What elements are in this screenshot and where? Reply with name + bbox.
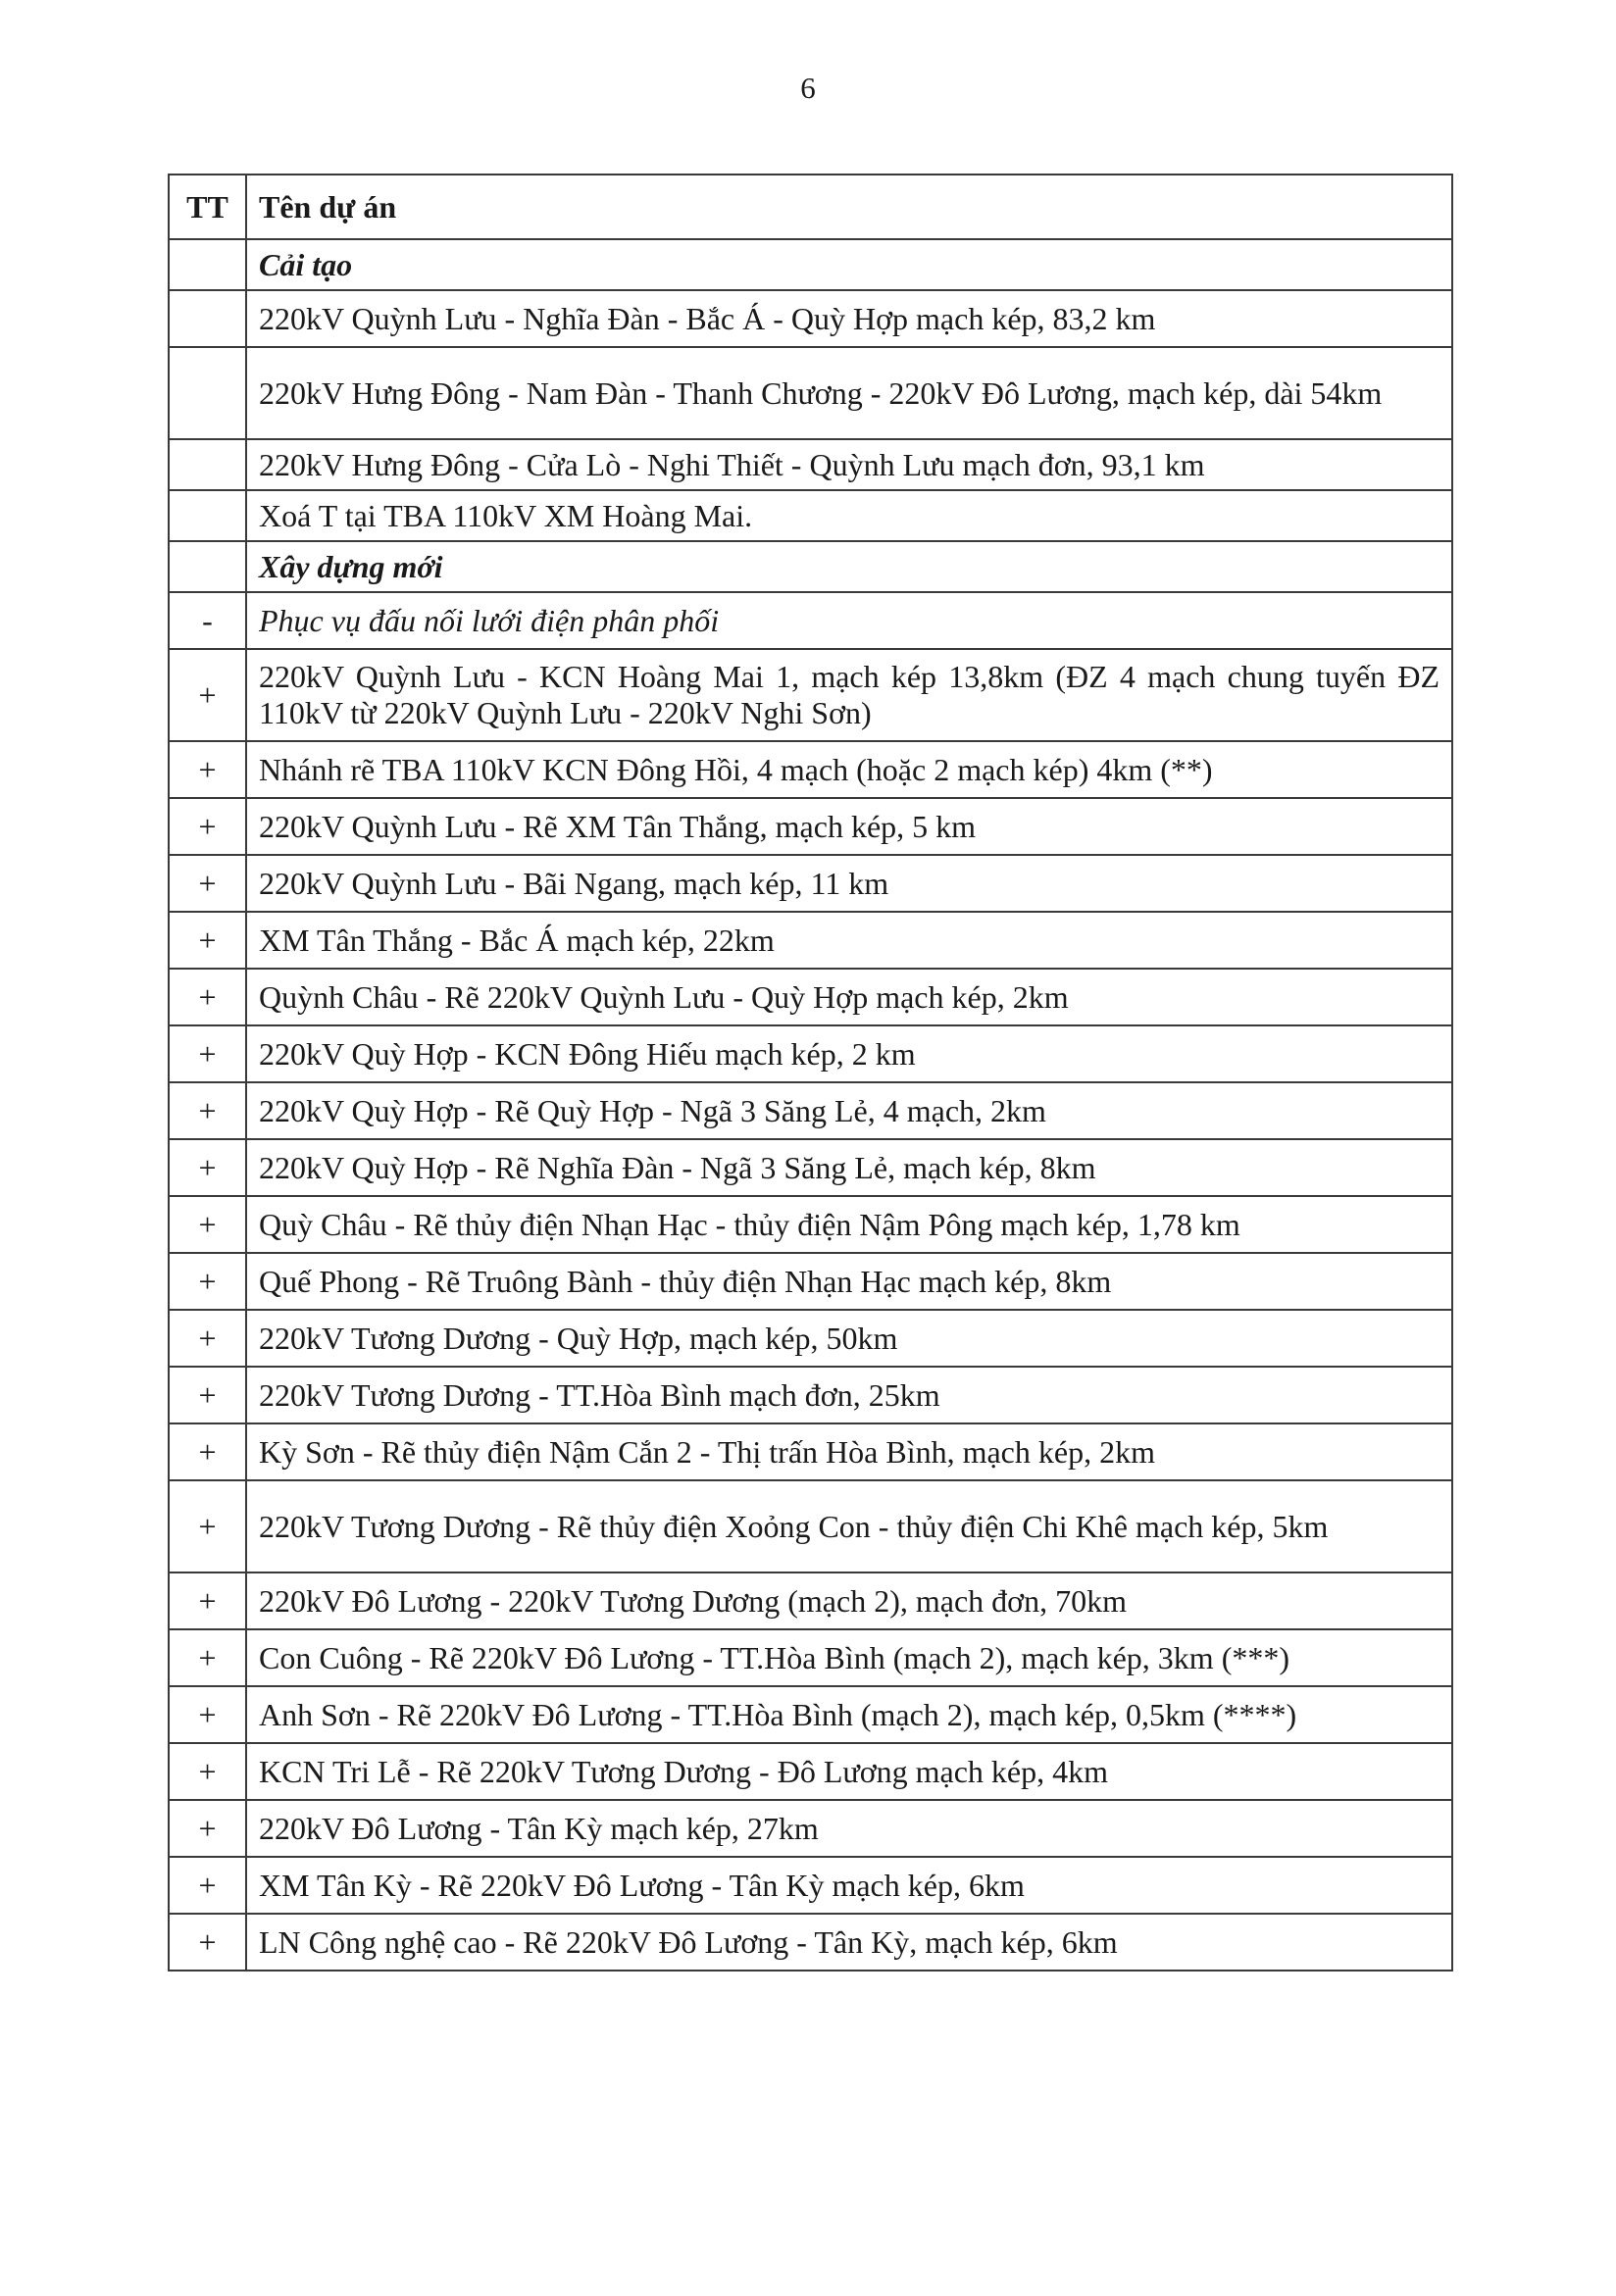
table-row [169,1686,1452,1743]
row-tt: + [169,1914,246,1971]
table-row [169,741,1452,798]
row-tt [169,490,246,541]
section-row [169,239,1452,290]
project-name: 220kV Đô Lương - Tân Kỳ mạch kép, 27km [246,1800,1452,1857]
subsection-row [169,592,1452,649]
row-tt: + [169,1743,246,1800]
project-name: 220kV Quỳnh Lưu - Rẽ XM Tân Thắng, mạch kép, 5 km [246,798,1452,855]
row-tt [169,439,246,490]
page-number: 6 [800,71,816,105]
table-row [169,1025,1452,1082]
project-name: Quỳ Châu - Rẽ thủy điện Nhạn Hạc - thủy điện Nậm Pông mạch kép, 1,78 km [246,1196,1452,1253]
row-tt: + [169,1367,246,1423]
project-name: 220kV Quỳnh Lưu - Nghĩa Đàn - Bắc Á - Quỳ Hợp mạch kép, 83,2 km [246,290,1452,347]
project-name: 220kV Quỳ Hợp - Rẽ Nghĩa Đàn - Ngã 3 Săng Lẻ, mạch kép, 8km [246,1139,1452,1196]
table-row [169,1480,1452,1572]
table-row [169,855,1452,912]
project-name: 220kV Đô Lương - 220kV Tương Dương (mạch 2), mạch đơn, 70km [246,1572,1452,1629]
table-row [169,1310,1452,1367]
table-row [169,912,1452,969]
project-name: 220kV Tương Dương - TT.Hòa Bình mạch đơn, 25km [246,1367,1452,1423]
project-name: Quỳnh Châu - Rẽ 220kV Quỳnh Lưu - Quỳ Hợp mạch kép, 2km [246,969,1452,1025]
table-row [169,290,1452,347]
table-row [169,798,1452,855]
table-row [169,490,1452,541]
row-tt: + [169,1253,246,1310]
table-row [169,1253,1452,1310]
project-table-body [169,175,1452,1971]
row-tt: + [169,1572,246,1629]
section-row [169,541,1452,592]
header-project-name: Tên dự án [246,175,1452,239]
project-name: 220kV Quỳ Hợp - KCN Đông Hiếu mạch kép, 2 km [246,1025,1452,1082]
project-name: 220kV Quỳnh Lưu - KCN Hoàng Mai 1, mạch kép 13,8km (ĐZ 4 mạch chung tuyến ĐZ 110kV từ 220kV Quỳnh Lưu - 220kV Nghi Sơn) [246,649,1452,741]
project-name: KCN Tri Lễ - Rẽ 220kV Tương Dương - Đô Lương mạch kép, 4km [246,1743,1452,1800]
row-tt: + [169,912,246,969]
row-tt [169,347,246,439]
project-name: LN Công nghệ cao - Rẽ 220kV Đô Lương - Tân Kỳ, mạch kép, 6km [246,1914,1452,1971]
table-row [169,1743,1452,1800]
row-tt: + [169,1025,246,1082]
table-row [169,347,1452,439]
row-tt: + [169,1423,246,1480]
table-row [169,1423,1452,1480]
project-name: Xoá T tại TBA 110kV XM Hoàng Mai. [246,490,1452,541]
table-header-row [169,175,1452,239]
table-row [169,1572,1452,1629]
project-name: 220kV Hưng Đông - Nam Đàn - Thanh Chương - 220kV Đô Lương, mạch kép, dài 54km [246,347,1452,439]
table-row [169,969,1452,1025]
row-tt [169,290,246,347]
row-tt: + [169,741,246,798]
project-name: 220kV Quỳ Hợp - Rẽ Quỳ Hợp - Ngã 3 Săng Lẻ, 4 mạch, 2km [246,1082,1452,1139]
project-table [168,174,1453,1972]
row-tt: + [169,1196,246,1253]
row-tt: + [169,798,246,855]
row-tt: + [169,1857,246,1914]
table-row [169,649,1452,741]
project-name: Anh Sơn - Rẽ 220kV Đô Lương - TT.Hòa Bình (mạch 2), mạch kép, 0,5km (****) [246,1686,1452,1743]
row-tt: + [169,1686,246,1743]
table-row [169,1196,1452,1253]
row-tt: + [169,1800,246,1857]
table-row [169,439,1452,490]
project-name: Phục vụ đấu nối lưới điện phân phối [246,592,1452,649]
table-row [169,1629,1452,1686]
row-tt: + [169,1480,246,1572]
row-tt: + [169,855,246,912]
row-tt: - [169,592,246,649]
project-name: XM Tân Kỳ - Rẽ 220kV Đô Lương - Tân Kỳ mạch kép, 6km [246,1857,1452,1914]
table-row [169,1082,1452,1139]
project-name: 220kV Hưng Đông - Cửa Lò - Nghi Thiết - Quỳnh Lưu mạch đơn, 93,1 km [246,439,1452,490]
row-tt: + [169,1629,246,1686]
row-tt: + [169,1310,246,1367]
project-name: 220kV Tương Dương - Rẽ thủy điện Xoỏng Con - thủy điện Chi Khê mạch kép, 5km [246,1480,1452,1572]
project-name: Nhánh rẽ TBA 110kV KCN Đông Hồi, 4 mạch (hoặc 2 mạch kép) 4km (**) [246,741,1452,798]
section-title: Xây dựng mới [246,541,1452,592]
row-tt: + [169,649,246,741]
project-name: 220kV Quỳnh Lưu - Bãi Ngang, mạch kép, 11 km [246,855,1452,912]
project-name: Quế Phong - Rẽ Truông Bành - thủy điện Nhạn Hạc mạch kép, 8km [246,1253,1452,1310]
row-tt: + [169,1139,246,1196]
project-name: Kỳ Sơn - Rẽ thủy điện Nậm Cắn 2 - Thị trấn Hòa Bình, mạch kép, 2km [246,1423,1452,1480]
project-name: 220kV Tương Dương - Quỳ Hợp, mạch kép, 50km [246,1310,1452,1367]
table-row [169,1139,1452,1196]
row-tt [169,239,246,290]
row-tt [169,541,246,592]
table-row [169,1367,1452,1423]
section-title: Cải tạo [246,239,1452,290]
table-row [169,1857,1452,1914]
header-tt: TT [169,175,246,239]
row-tt: + [169,1082,246,1139]
project-name: XM Tân Thắng - Bắc Á mạch kép, 22km [246,912,1452,969]
project-name: Con Cuông - Rẽ 220kV Đô Lương - TT.Hòa Bình (mạch 2), mạch kép, 3km (***) [246,1629,1452,1686]
table-row [169,1914,1452,1971]
table-row [169,1800,1452,1857]
row-tt: + [169,969,246,1025]
